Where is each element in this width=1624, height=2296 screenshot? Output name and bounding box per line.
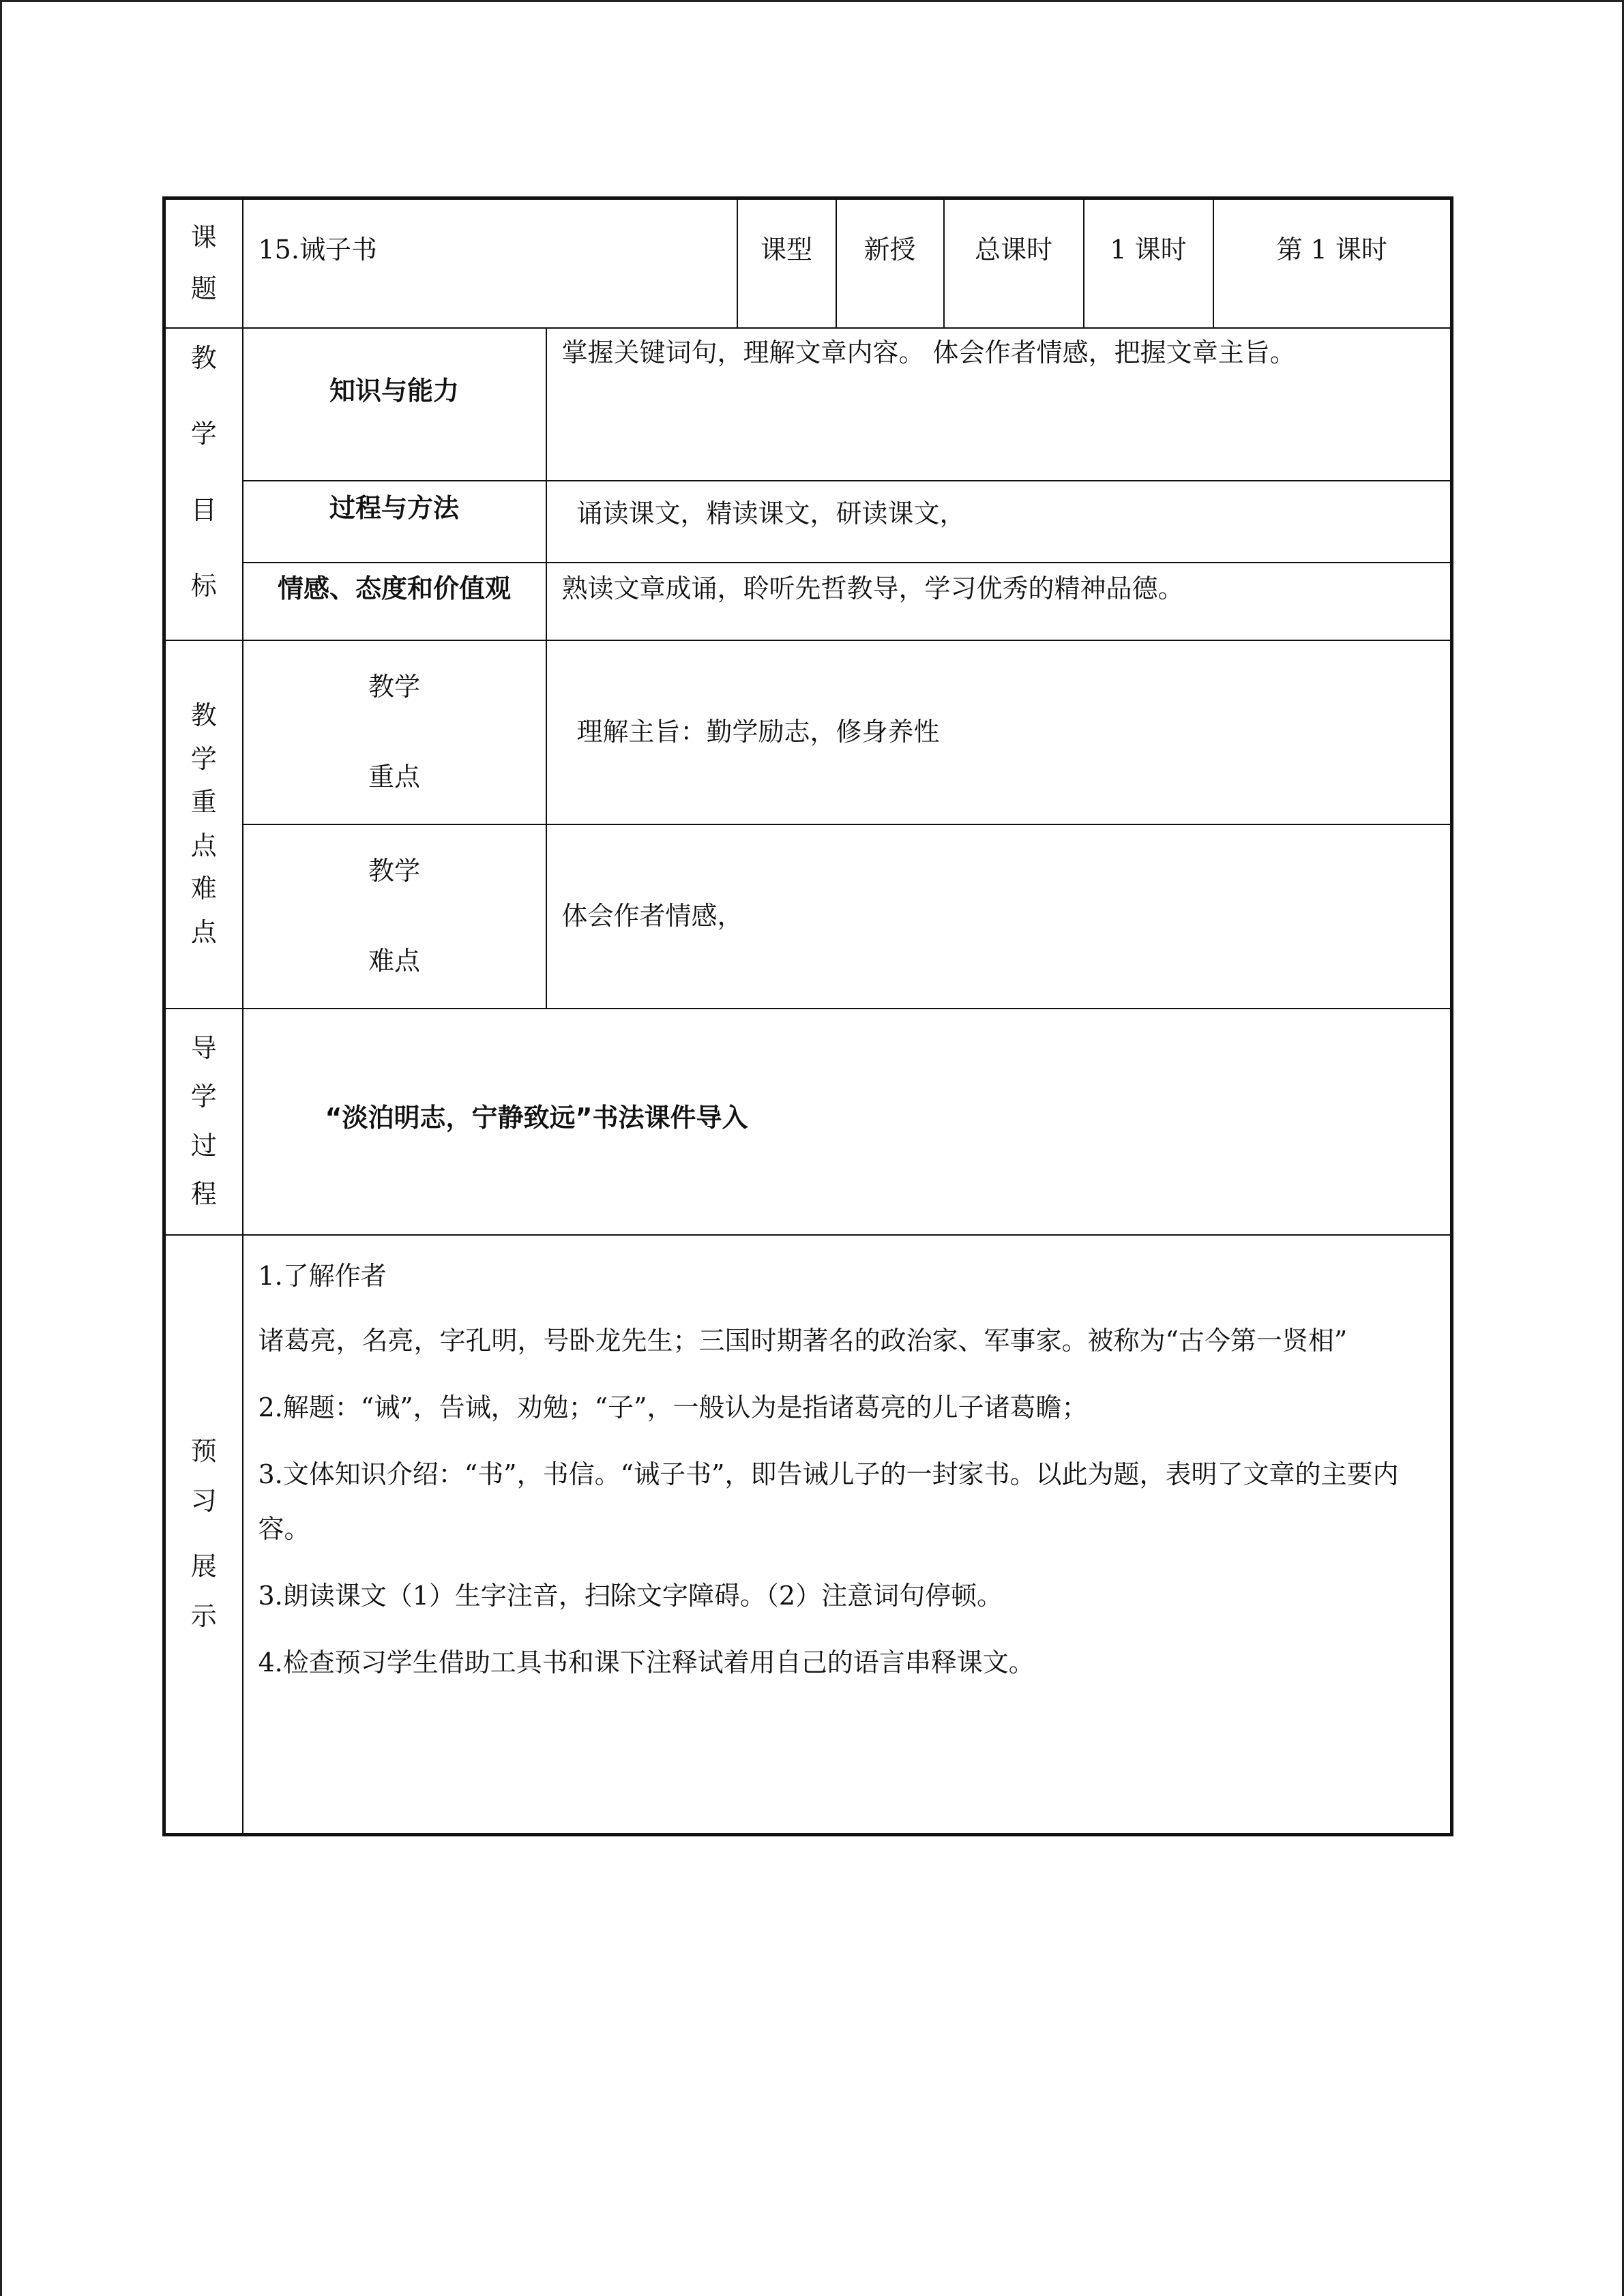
objective-content-cell <box>546 328 1452 481</box>
title-label-char: 题 <box>190 273 217 304</box>
objectives-label-char: 教 <box>190 342 217 373</box>
objectives-label-char: 目 <box>190 494 217 525</box>
current-value-cell <box>1213 198 1452 328</box>
total-label: 总课时 <box>974 235 1052 265</box>
difficulty-content-cell <box>546 824 1452 1009</box>
total-value: 1 课时 <box>1110 235 1187 265</box>
difficulty-name-bottom: 难点 <box>368 945 420 976</box>
guide-label-cell <box>164 1009 243 1235</box>
difficulty-content: 体会作者情感， <box>561 900 743 931</box>
objective-content: 诵读课文，精读课文，研读课文， <box>576 498 966 528</box>
keypoints-label-char: 难 <box>190 874 217 904</box>
current-value: 第 1 课时 <box>1276 235 1387 265</box>
focus-content-cell <box>546 640 1452 824</box>
title-label-char: 课 <box>190 222 217 252</box>
lesson-plan-table <box>162 196 1453 1836</box>
header-row <box>164 198 1452 328</box>
difficulty-row <box>164 824 1452 1009</box>
objective-name-cell <box>243 563 546 640</box>
total-value-cell <box>1084 198 1213 328</box>
objectives-label-cell <box>164 328 243 640</box>
difficulty-name-top: 教学 <box>368 856 420 886</box>
objective-row-knowledge <box>164 328 1452 481</box>
guide-label-char: 导 <box>190 1032 217 1063</box>
objective-row-emotion <box>164 563 1452 640</box>
keypoints-label-cell <box>164 640 243 1009</box>
guide-content: “淡泊明志，宁静致远”书法课件导入 <box>325 1102 748 1133</box>
preview-item: 3.朗读课文（1）生字注音，扫除文字障碍。（2）注意词句停顿。 <box>258 1580 1003 1611</box>
type-value-cell <box>836 198 944 328</box>
focus-row <box>164 640 1452 824</box>
guide-label-char: 学 <box>190 1082 217 1112</box>
title-label-cell <box>164 198 243 328</box>
focus-content: 理解主旨：勤学励志，修身养性 <box>576 716 940 747</box>
type-label: 课型 <box>760 235 812 265</box>
preview-row <box>164 1235 1452 1835</box>
guide-content-cell <box>243 1009 1452 1235</box>
guide-row <box>164 1009 1452 1235</box>
objectives-label-char: 学 <box>190 419 217 449</box>
focus-name-bottom: 重点 <box>368 761 420 792</box>
keypoints-label-char: 教 <box>190 700 217 730</box>
objective-content: 熟读文章成诵，聆听先哲教导，学习优秀的精神品德。 <box>561 573 1184 603</box>
objective-name-cell <box>243 481 546 563</box>
preview-label-char: 习 <box>190 1486 217 1517</box>
page-border-left <box>0 0 2 2296</box>
guide-label-char: 过 <box>190 1130 217 1161</box>
preview-label-char: 示 <box>190 1601 217 1632</box>
objectives-label-char: 标 <box>190 571 217 601</box>
objective-name: 过程与方法 <box>329 492 459 523</box>
preview-item: 2.解题：“诫”，告诫，劝勉；“子”，一般认为是指诸葛亮的儿子诸葛瞻； <box>258 1392 1088 1422</box>
guide-label-char: 程 <box>190 1179 217 1209</box>
title-value-cell <box>243 198 737 328</box>
objective-content-cell <box>546 481 1452 563</box>
preview-item: 诸葛亮，名亮，字孔明，号卧龙先生；三国时期著名的政治家、军事家。被称为“古今第一贤相” <box>258 1325 1348 1356</box>
type-value: 新授 <box>863 235 916 265</box>
total-label-cell <box>944 198 1084 328</box>
preview-item: 1.了解作者 <box>258 1260 387 1291</box>
preview-label-cell <box>164 1235 243 1835</box>
difficulty-name-cell <box>243 824 546 1009</box>
keypoints-label-char: 点 <box>190 830 217 861</box>
page-border-top <box>0 0 1624 2</box>
keypoints-label-char: 学 <box>190 743 217 774</box>
objective-name: 知识与能力 <box>329 375 459 406</box>
keypoints-label-char: 重 <box>190 787 217 817</box>
objective-content: 掌握关键词句，理解文章内容。 体会作者情感，把握文章主旨。 <box>561 337 1296 368</box>
preview-label-char: 预 <box>190 1435 217 1466</box>
objective-content-cell <box>546 563 1452 640</box>
objective-name-cell <box>243 328 546 481</box>
objective-row-process <box>164 481 1452 563</box>
type-label-cell <box>737 198 836 328</box>
focus-name-top: 教学 <box>368 672 420 702</box>
objective-name: 情感、态度和价值观 <box>277 573 511 603</box>
lesson-title: 15.诫子书 <box>258 235 377 265</box>
preview-item: 4.检查预习学生借助工具书和课下注释试着用自己的语言串释课文。 <box>258 1647 1035 1678</box>
preview-item: 3.文体知识介绍：“书”，书信。“诫子书”，即告诫儿子的一封家书。以此为题，表明了文章的主要内容。 <box>258 1459 1399 1544</box>
preview-content-cell <box>243 1235 1452 1835</box>
keypoints-label-char: 点 <box>190 916 217 947</box>
preview-label-char: 展 <box>190 1551 217 1581</box>
focus-name-cell <box>243 640 546 824</box>
